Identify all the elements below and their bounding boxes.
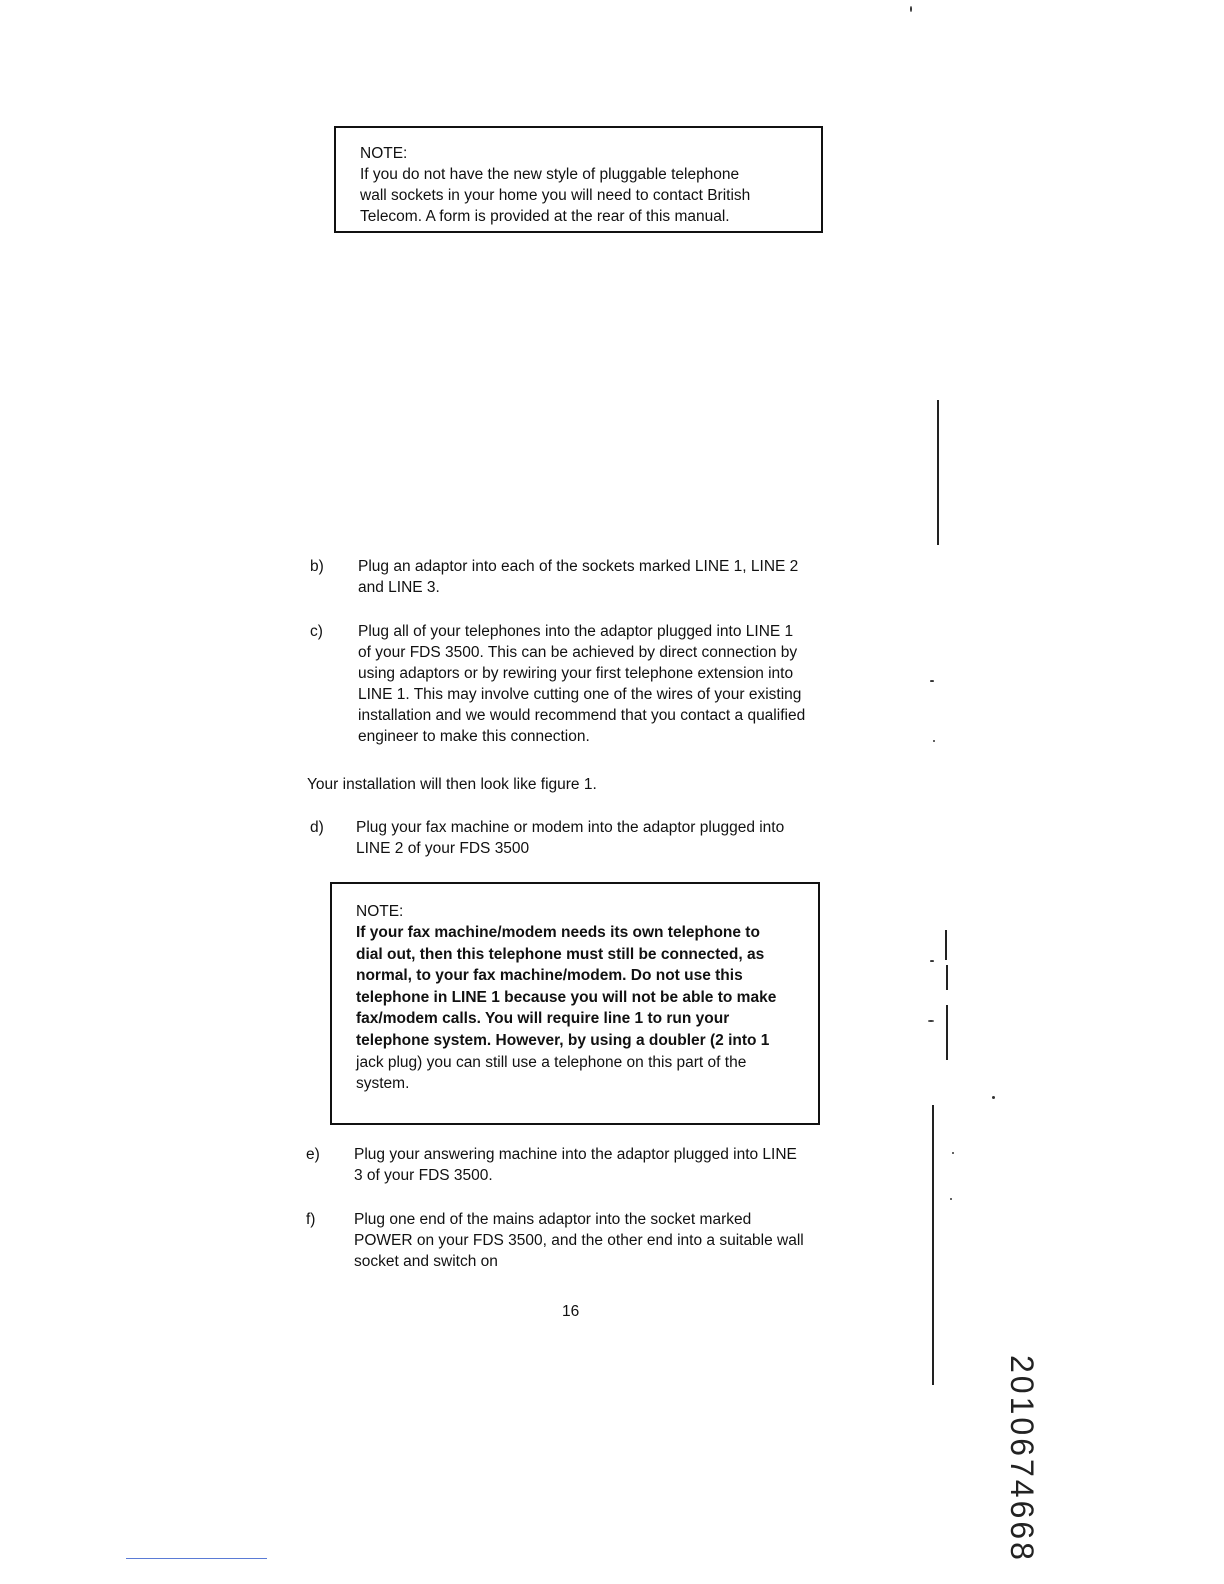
item-marker: c) [310,623,323,640]
note-line: dial out, then this telephone must still be connected, as [356,945,765,963]
item-marker: b) [310,558,324,575]
scan-speck [950,1198,952,1200]
scan-speck [910,6,912,12]
note-line: normal, to your fax machine/modem. Do not use this [356,967,743,985]
note-line: If your fax machine/modem needs its own telephone to [356,924,760,941]
document-id-stamp [1000,1355,1040,1565]
item-line: Plug all of your telephones into the adaptor plugged into LINE 1 [358,623,794,640]
document-id-text: 2010674668 [1004,1355,1040,1563]
item-line: LINE 1. This may involve cutting one of the wires of your existing [358,686,802,703]
scan-speck [992,1096,995,1099]
page-number: 16 [562,1303,580,1320]
figure-reference-sentence: Your installation will then look like figure 1. [307,776,597,793]
note-box-pluggable-sockets [334,126,823,233]
note-heading: NOTE: [360,145,408,162]
note-heading: NOTE: [356,903,404,920]
item-line: of your FDS 3500. This can be achieved by direct connection by [358,644,798,661]
item-line: 3 of your FDS 3500. [354,1167,493,1184]
scan-speck [930,680,934,682]
item-text [354,1209,846,1272]
scan-speck [930,960,934,962]
bottom-rule [126,1558,267,1559]
item-line: socket and switch on [354,1253,498,1270]
note-line: telephone system. However, by using a doubler (2 into 1 [356,1031,770,1049]
item-line: POWER on your FDS 3500, and the other end into a suitable wall [354,1232,804,1249]
margin-rule [932,1105,934,1385]
scan-speck [952,1152,954,1154]
note-line: wall sockets in your home you will need to contact British [360,187,751,204]
margin-rule [946,1005,948,1060]
item-text [358,621,850,747]
item-text [358,556,850,598]
margin-rule [937,400,939,545]
note-line: system. [356,1075,410,1093]
item-line: installation and we would recommend that you contact a qualified [358,707,806,724]
item-line: Plug your answering machine into the adaptor plugged into LINE [354,1146,797,1163]
margin-rule [945,930,947,960]
item-line: engineer to make this connection. [358,728,590,745]
item-text [354,1144,846,1186]
item-marker: d) [310,819,324,836]
item-marker: e) [306,1146,320,1163]
note-line: jack plug) you can still use a telephone on this part of the [356,1053,747,1071]
note-line: fax/modem calls. You will require line 1 to run your [356,1010,730,1028]
item-line: Plug an adaptor into each of the sockets marked LINE 1, LINE 2 [358,558,799,575]
scan-speck [933,740,935,742]
item-line: Plug one end of the mains adaptor into the socket marked [354,1211,752,1228]
margin-rule [946,965,948,990]
item-text [356,817,848,859]
item-line: and LINE 3. [358,579,440,596]
item-line: LINE 2 of your FDS 3500 [356,840,530,857]
scan-speck [928,1020,934,1022]
item-line: Plug your fax machine or modem into the adaptor plugged into [356,819,785,836]
note-line: Telecom. A form is provided at the rear of this manual. [360,208,730,225]
item-marker: f) [306,1211,316,1228]
note-line: If you do not have the new style of pluggable telephone [360,166,740,183]
item-line: using adaptors or by rewiring your first telephone extension into [358,665,794,682]
note-line: telephone in LINE 1 because you will not be able to make [356,988,777,1006]
note-box-fax-telephone [330,882,820,1125]
